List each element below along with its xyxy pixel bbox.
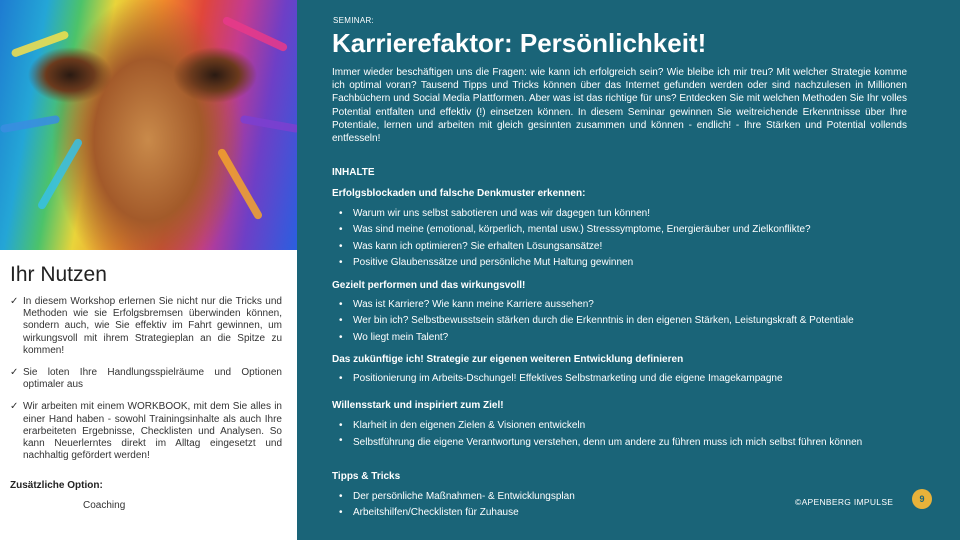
section-list	[339, 371, 783, 387]
list-item	[10, 401, 282, 462]
section-list	[339, 418, 869, 449]
section-heading: Willensstark und inspiriert zum Ziel!	[332, 400, 504, 411]
list-item	[10, 367, 282, 391]
option-value: Coaching	[83, 500, 126, 511]
section-heading: Das zukünftige ich! Strategie zur eigenen weiteren Entwicklung definieren	[332, 354, 684, 365]
section-heading: Erfolgsblockaden und falsche Denkmuster erkennen:	[332, 188, 586, 199]
hero-photo	[0, 0, 297, 250]
benefit-text: Sie loten Ihre Handlungsspielräume und Optionen optimaler aus	[23, 367, 282, 391]
list-item: • Wer bin ich? Selbstbewusstsein stärken durch die Erkenntnis in den eigenen Stärken, Leistungskraft & Potentiale	[339, 313, 854, 329]
list-item	[10, 296, 282, 357]
list-item: • Positionierung im Arbeits-Dschungel! Effektives Selbstmarketing und die eigene Imagekampagne	[339, 371, 783, 387]
content-panel	[297, 0, 960, 540]
list-item: • Der persönliche Maßnahmen- & Entwicklungsplan	[339, 489, 575, 505]
list-item: • Positive Glaubenssätze und persönliche Mut Haltung gewinnen	[339, 255, 811, 271]
section-list	[339, 206, 811, 272]
list-item: • Was kann ich optimieren? Sie erhalten Lösungsansätze!	[339, 239, 811, 255]
footer-brand: ©APENBERG IMPULSE	[795, 497, 894, 507]
benefits-title: Ihr Nutzen	[10, 263, 107, 286]
list-item: • Was ist Karriere? Wie kann meine Karriere aussehen?	[339, 297, 854, 313]
list-item: • Arbeitshilfen/Checklisten für Zuhause	[339, 505, 575, 521]
benefit-text: In diesem Workshop erlernen Sie nicht nur die Tricks und Methoden wie sie Erfolgsbremsen überwinden können, sondern auch, wie Sie effektiv im Fahrt gewinnen, um wirkungsvoll mit ihrem Strategieplan an die Spitze zu kommen!	[23, 296, 282, 356]
kicker: SEMINAR:	[333, 16, 375, 25]
check-icon: ✓	[10, 296, 19, 307]
page-number-badge: 9	[912, 489, 932, 509]
list-item: • Klarheit in den eigenen Zielen & Visionen entwickeln	[339, 418, 869, 434]
option-label: Zusätzliche Option:	[10, 480, 103, 491]
section-heading: Gezielt performen und das wirkungsvoll!	[332, 280, 526, 291]
check-icon: ✓	[10, 367, 19, 379]
check-icon: ✓	[10, 401, 19, 413]
section-list	[339, 489, 575, 522]
section-heading: Tipps & Tricks	[332, 471, 401, 482]
benefits-column	[0, 250, 297, 540]
intro-text: Immer wieder beschäftigen uns die Fragen: wie kann ich erfolgreich sein? Wie bleibe ich mir treu? Mit welcher Strategie komme ich optimal voran? Tausend Tipps und Tricks können über das Internet gefunden werden oder sind nachzulesen in Millionen Fachbüchern und Social Media Plattformen. Aber was ist das richtige für uns? Entdecken Sie mit welchen Methoden Sie Ihr volles Potential entfalten und effektiv (!) einsetzen können. In diesem Seminar gewinnen Sie weitreichende Erkenntnisse über Ihre Potentiale, lernen und arbeiten mit gleich gesinnten zusammen und können - endlich! - Ihre Stärken und Potential vollends entfesseln!	[332, 67, 907, 145]
list-item: • Was sind meine (emotional, körperlich, mental usw.) Stresssymptome, Energieräuber und Zielkonflikte?	[339, 222, 811, 238]
section-list	[339, 297, 854, 346]
benefit-text: Wir arbeiten mit einem WORKBOOK, mit dem Sie alles in einer Hand haben - sowohl Trainingsinhalte als auch Ihre erarbeiteten Ergebnisse, Checklisten und Analysen. So kann Neuerlerntes direkt im Alltag eingesetzt und nachhaltig gefördert werden!	[23, 401, 282, 462]
list-item: • Warum wir uns selbst sabotieren und was wir dagegen tun können!	[339, 206, 811, 222]
benefits-list	[10, 296, 282, 472]
list-item: • Selbstführung die eigene Verantwortung verstehen, denn um andere zu führen muss ich mich selbst führen können	[339, 434, 869, 449]
list-item: • Wo liegt mein Talent?	[339, 330, 854, 346]
inhalte-label: INHALTE	[332, 167, 375, 178]
page-title: Karrierefaktor: Persönlichkeit!	[332, 28, 707, 58]
